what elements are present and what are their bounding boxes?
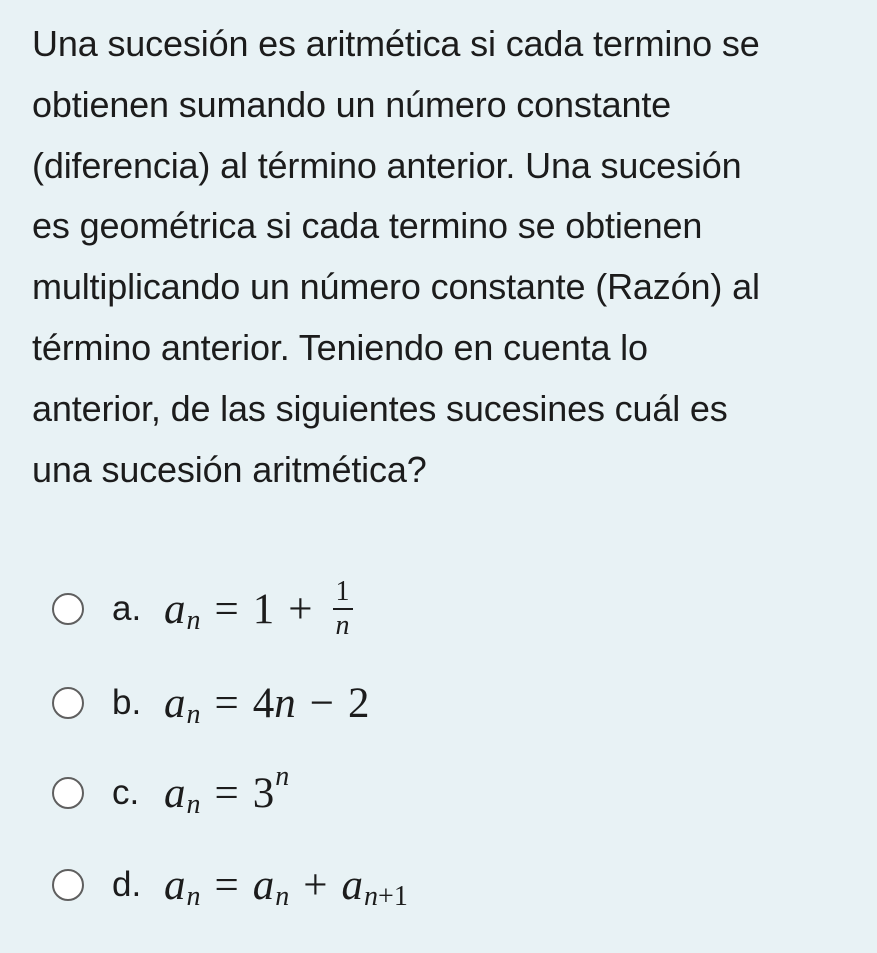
option-c-radio[interactable]	[52, 777, 84, 809]
formula-number: 2	[348, 679, 370, 727]
formula-var: n	[274, 679, 296, 727]
question-text	[32, 14, 862, 500]
formula-var: a	[252, 861, 275, 909]
question-line: multiplicando un número constante (Razón) al	[32, 266, 760, 308]
formula-var: a	[164, 679, 186, 727]
formula-subscript: n	[186, 881, 201, 912]
fraction-numerator: 1	[333, 578, 353, 610]
formula-number: 1	[252, 585, 275, 633]
option-c-formula	[164, 761, 290, 820]
formula-exponent: n	[275, 761, 290, 792]
formula-equals: =	[214, 585, 239, 633]
fraction-denominator: n	[335, 610, 350, 641]
question-line: término anterior. Teniendo en cuenta lo	[32, 326, 648, 368]
formula-var: a	[341, 861, 364, 909]
formula-var: a	[164, 769, 186, 817]
option-c-letter: c.	[112, 773, 140, 812]
formula-equals: =	[214, 769, 239, 817]
formula-equals: =	[214, 861, 239, 909]
question-line: una sucesión aritmética?	[32, 448, 427, 490]
option-c[interactable]	[52, 758, 752, 828]
option-b-radio[interactable]	[52, 687, 84, 719]
option-a-formula	[164, 578, 353, 640]
option-a[interactable]	[52, 574, 752, 644]
option-b-formula	[164, 679, 370, 728]
formula-equals: =	[214, 679, 239, 727]
subscript-rest: +1	[378, 881, 408, 912]
formula-subscript: n	[186, 699, 201, 730]
formula-plus: +	[303, 861, 328, 909]
formula-var: a	[164, 585, 186, 633]
option-d-formula	[164, 861, 408, 910]
formula-subscript	[364, 881, 408, 913]
question-line: (diferencia) al término anterior. Una sucesión	[32, 144, 742, 186]
option-a-letter: a.	[112, 589, 142, 628]
formula-minus: −	[309, 679, 335, 727]
option-b[interactable]	[52, 668, 752, 738]
formula-fraction	[333, 578, 353, 640]
formula-var: a	[164, 861, 186, 909]
option-a-radio[interactable]	[52, 593, 84, 625]
subscript-var: n	[364, 881, 379, 912]
formula-subscript: n	[275, 881, 290, 912]
question-line: obtienen sumando un número constante	[32, 83, 672, 125]
question-line: Una sucesión es aritmética si cada termino se	[32, 23, 760, 64]
formula-number: 4	[252, 679, 275, 727]
option-b-letter: b.	[112, 683, 142, 722]
formula-subscript: n	[186, 789, 201, 820]
formula-plus: +	[288, 585, 313, 633]
option-d-radio[interactable]	[52, 869, 84, 901]
formula-number: 3	[252, 769, 275, 817]
option-d-letter: d.	[112, 865, 142, 904]
formula-subscript: n	[186, 605, 201, 636]
question-line: anterior, de las siguientes sucesines cuál es	[32, 387, 728, 429]
option-d[interactable]	[52, 850, 752, 920]
question-line: es geométrica si cada termino se obtienen	[32, 205, 703, 247]
